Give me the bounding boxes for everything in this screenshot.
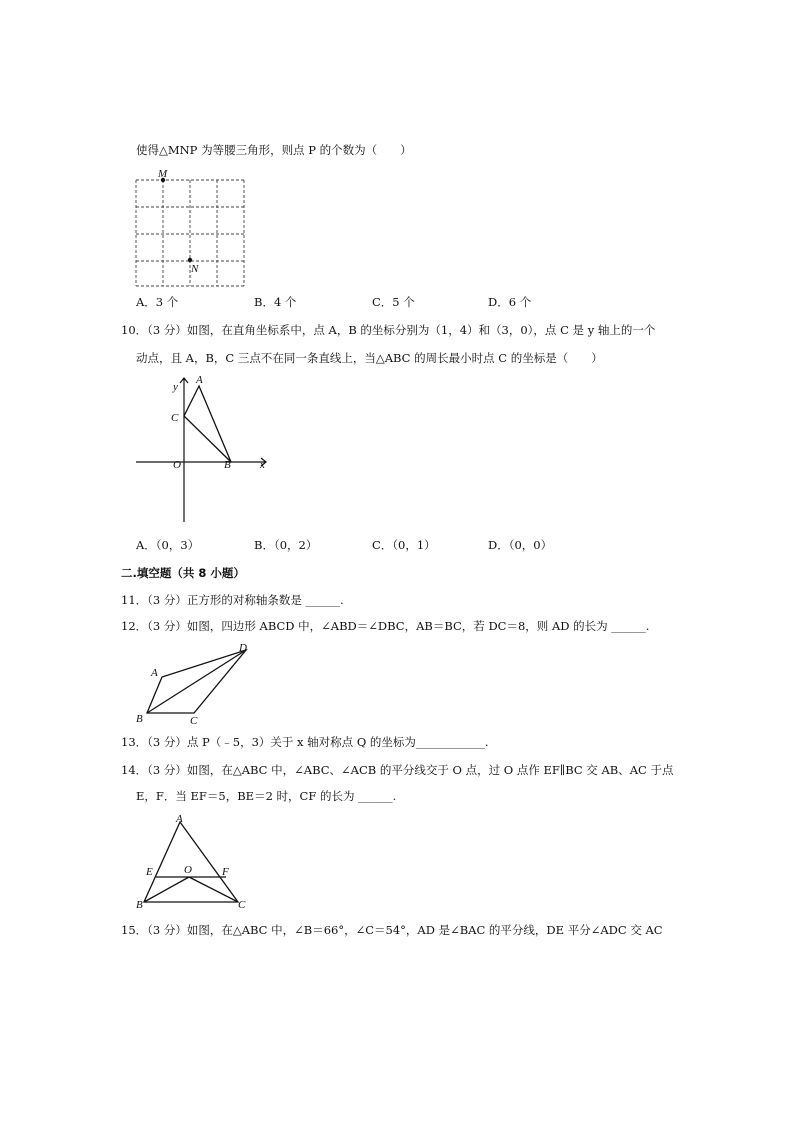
- label-c: C: [190, 715, 198, 726]
- q10-stem-line1: 10．（3 分）如图，在直角坐标系中，点 A，B 的坐标分别为（1，4）和（3，0），点 C 是 y 轴上的一个: [121, 323, 656, 337]
- label-o: O: [173, 459, 181, 471]
- label-b: B: [224, 459, 231, 471]
- label-a: A: [176, 813, 183, 825]
- label-m: M: [158, 168, 168, 180]
- section-title: 二.填空题（共 8 小题）: [121, 566, 245, 580]
- q12-stem: 12．（3 分）如图，四边形 ABCD 中，∠ABD＝∠DBC，AB＝BC，若 DC＝8，则 AD 的长为 ______.: [121, 619, 650, 633]
- q9-choice-d: D．6 个: [488, 295, 532, 309]
- label-c: C: [171, 412, 179, 424]
- q14-triangle-figure: [134, 812, 254, 910]
- q10-choice-a: A．（0，3）: [136, 538, 200, 552]
- diagonal-bd: [147, 650, 246, 713]
- label-c: C: [238, 899, 246, 910]
- q10-stem-line2: 动点，且 A，B，C 三点不在同一条直线上，当△ABC 的周长最小时点 C 的坐标是（ ）: [136, 351, 603, 365]
- label-e: E: [146, 866, 153, 878]
- label-b: B: [136, 713, 143, 725]
- q14-stem-line1: 14．（3 分）如图，在△ABC 中，∠ABC、∠ACB 的平分线交于 O 点，过 O 点作 EF∥BC 交 AB、AC 于点: [121, 763, 674, 777]
- q9-grid-figure: [130, 166, 250, 290]
- point-n: [188, 258, 192, 262]
- q9-choice-b: B．4 个: [254, 295, 297, 309]
- dashed-grid: [136, 180, 244, 286]
- q13-stem: 13．（3 分）点 P（﹣5，3）关于 x 轴对称点 Q 的坐标为____________.: [121, 735, 489, 749]
- label-a: A: [196, 374, 203, 386]
- bisector-bo: [144, 877, 189, 902]
- label-b: B: [136, 899, 143, 910]
- q10-choice-b: B．（0，2）: [254, 538, 318, 552]
- label-y: y: [173, 381, 178, 393]
- label-x: x: [260, 459, 265, 471]
- bisector-co: [189, 877, 238, 902]
- triangle-abc: [184, 386, 231, 462]
- label-o: O: [184, 864, 192, 876]
- q15-stem-line1: 15．（3 分）如图，在△ABC 中，∠B＝66°，∠C＝54°，AD 是∠BAC 的平分线，DE 平分∠ADC 交 AC: [121, 923, 663, 937]
- label-n: N: [191, 263, 199, 275]
- label-f: F: [222, 866, 229, 878]
- q14-stem-line2: E，F．当 EF＝5，BE＝2 时，CF 的长为 ______.: [136, 789, 397, 803]
- q10-choice-d: D．（0，0）: [488, 538, 553, 552]
- label-d: D: [239, 642, 247, 654]
- q9-choice-a: A．3 个: [136, 295, 179, 309]
- q9-choice-c: C．5 个: [372, 295, 415, 309]
- q10-coordinate-figure: [134, 372, 274, 524]
- q11-stem: 11．（3 分）正方形的对称轴条数是 ______.: [121, 593, 344, 607]
- triangle-abc: [144, 822, 238, 902]
- q12-quadrilateral-figure: [134, 640, 254, 726]
- q9-stem: 使得△MNP 为等腰三角形，则点 P 的个数为（ ）: [136, 143, 412, 157]
- q10-choice-c: C．（0，1）: [372, 538, 436, 552]
- label-a: A: [151, 667, 158, 679]
